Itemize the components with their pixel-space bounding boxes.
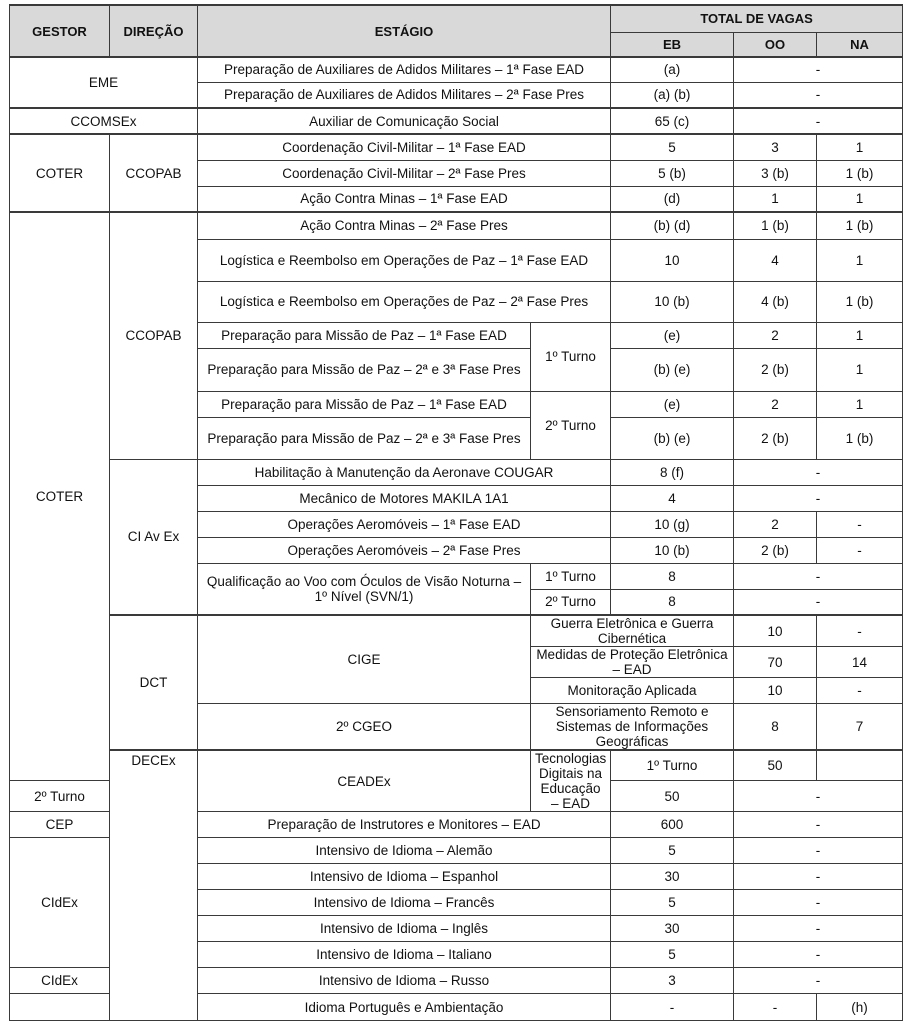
estagio-cell: Intensivo de Idioma – Alemão	[198, 838, 611, 864]
estagio-cell: Preparação de Auxiliares de Adidos Militares – 2ª Fase Pres	[198, 82, 611, 108]
oo-cell: 2	[734, 391, 817, 417]
eb-cell: 5	[611, 838, 734, 864]
na-cell: 1 (b)	[817, 417, 903, 459]
eb-cell: 8	[734, 704, 817, 751]
direcao-cell: CIdEx	[10, 838, 110, 968]
direcao-cell: CCOPAB	[110, 134, 198, 212]
eb-cell: 65 (c)	[611, 108, 734, 134]
estagio-cell: Preparação para Missão de Paz – 1ª Fase EAD	[198, 322, 531, 348]
estagio-cell: Operações Aeromóveis – 1ª Fase EAD	[198, 511, 611, 537]
eb-cell: 5	[611, 890, 734, 916]
estagio-cell: Logística e Reembolso em Operações de Paz – 2ª Fase Pres	[198, 281, 611, 322]
turno-cell: 1º Turno	[531, 563, 611, 589]
oo-na-cell: -	[734, 589, 903, 615]
header-estagio: ESTÁGIO	[198, 5, 611, 57]
eb-cell: (b) (e)	[611, 348, 734, 391]
oo-cell: 14	[817, 647, 903, 678]
oo-cell: 1	[734, 186, 817, 212]
na-cell: 1	[817, 186, 903, 212]
table-row	[10, 134, 903, 160]
eb-cell: 5 (b)	[611, 160, 734, 186]
estagio-cell: Idioma Português e Ambientação	[198, 994, 611, 1021]
header-eb: EB	[611, 32, 734, 57]
eb-cell: 50	[611, 781, 734, 812]
header-direcao: DIREÇÃO	[110, 5, 198, 57]
eb-cell: 8	[611, 563, 734, 589]
estagio-cell: Intensivo de Idioma – Russo	[198, 968, 611, 994]
direcao-cell: CIdEx	[10, 968, 110, 994]
oo-cell: 4	[734, 239, 817, 281]
oo-na-cell: -	[734, 968, 903, 994]
header-gestor: GESTOR	[10, 5, 110, 57]
oo-na-cell: -	[817, 678, 903, 704]
turno-cell: 2º Turno	[531, 589, 611, 615]
direcao-cell: CEADEx	[198, 750, 531, 812]
na-cell: 1	[817, 134, 903, 160]
estagio-cell: Intensivo de Idioma – Inglês	[198, 916, 611, 942]
header-total-vagas: TOTAL DE VAGAS	[611, 5, 903, 32]
oo-cell: 1 (b)	[734, 212, 817, 239]
oo-na-cell: -	[734, 942, 903, 968]
turno-cell: 1º Turno	[531, 322, 611, 391]
eb-cell: 5	[611, 942, 734, 968]
table-row	[10, 750, 903, 781]
oo-cell: 3	[734, 134, 817, 160]
direcao-cell: CEP	[10, 812, 110, 838]
eb-cell: (e)	[611, 391, 734, 417]
estagio-cell: Coordenação Civil-Militar – 1ª Fase EAD	[198, 134, 611, 160]
oo-na-cell: -	[734, 57, 903, 82]
oo-cell: 2 (b)	[734, 537, 817, 563]
estagio-cell: Preparação para Missão de Paz – 1ª Fase EAD	[198, 391, 531, 417]
eb-cell: 10 (b)	[611, 537, 734, 563]
table-row	[10, 108, 903, 134]
turno-cell: 1º Turno	[611, 750, 734, 781]
estagio-cell: Ação Contra Minas – 1ª Fase EAD	[198, 186, 611, 212]
oo-na-cell: -	[734, 485, 903, 511]
estagio-cell: Medidas de Proteção Eletrônica – EAD	[531, 647, 734, 678]
table-row	[10, 615, 903, 647]
eb-cell: 5	[611, 134, 734, 160]
na-cell: 1 (b)	[817, 160, 903, 186]
eb-cell: 30	[611, 864, 734, 890]
eb-cell: (b) (d)	[611, 212, 734, 239]
estagio-cell: Preparação para Missão de Paz – 2ª e 3ª Fase Pres	[198, 348, 531, 391]
estagio-cell: Preparação de Instrutores e Monitores – EAD	[198, 812, 611, 838]
eb-cell: 8	[611, 589, 734, 615]
estagio-cell: Mecânico de Motores MAKILA 1A1	[198, 485, 611, 511]
estagio-cell: Intensivo de Idioma – Espanhol	[198, 864, 611, 890]
oo-na-cell: -	[734, 781, 903, 812]
oo-na-cell	[817, 750, 903, 781]
estagio-cell: Monitoração Aplicada	[531, 678, 734, 704]
vagas-table	[9, 4, 903, 1021]
gestor-cell: EME	[10, 57, 198, 108]
eb-cell: (b) (e)	[611, 417, 734, 459]
eb-cell: 10 (g)	[611, 511, 734, 537]
na-cell: 1	[817, 239, 903, 281]
gestor-cell: DCT	[110, 615, 198, 750]
estagio-cell: Habilitação à Manutenção da Aeronave COUGAR	[198, 459, 611, 485]
oo-na-cell: -	[734, 916, 903, 942]
eb-cell: 3	[611, 968, 734, 994]
estagio-cell: Intensivo de Idioma – Francês	[198, 890, 611, 916]
oo-na-cell: -	[734, 838, 903, 864]
oo-cell: 2 (b)	[734, 348, 817, 391]
eb-cell: (a)	[611, 57, 734, 82]
na-cell: 1	[817, 322, 903, 348]
oo-cell: 4 (b)	[734, 281, 817, 322]
estagio-cell: Qualificação ao Voo com Óculos de Visão Noturna – 1º Nível (SVN/1)	[198, 563, 531, 615]
direcao-cell: CIGE	[198, 615, 531, 704]
estagio-cell: Operações Aeromóveis – 2ª Fase Pres	[198, 537, 611, 563]
eb-cell: 600	[611, 812, 734, 838]
estagio-cell: Logística e Reembolso em Operações de Paz – 1ª Fase EAD	[198, 239, 611, 281]
eb-cell: 4	[611, 485, 734, 511]
estagio-cell: Tecnologias Digitais na Educação – EAD	[531, 750, 611, 812]
estagio-cell: Preparação de Auxiliares de Adidos Militares – 1ª Fase EAD	[198, 57, 611, 82]
eb-cell: 10	[734, 678, 817, 704]
eb-cell: 10 (b)	[611, 281, 734, 322]
gestor-cell: CCOMSEx	[10, 108, 198, 134]
na-cell: 1	[817, 348, 903, 391]
eb-cell: (a) (b)	[611, 82, 734, 108]
direcao-cell: CI Av Ex	[110, 459, 198, 615]
oo-na-cell: -	[734, 459, 903, 485]
table-row	[10, 57, 903, 82]
direcao-cell: 2º CGEO	[198, 704, 531, 751]
na-cell: 1 (b)	[817, 281, 903, 322]
header-na: NA	[817, 32, 903, 57]
turno-cell: 2º Turno	[531, 391, 611, 459]
oo-cell: 7	[817, 704, 903, 751]
oo-cell: 2 (b)	[734, 417, 817, 459]
turno-cell: 2º Turno	[10, 781, 110, 812]
gestor-cell: DECEx	[110, 750, 198, 1021]
estagio-cell: Ação Contra Minas – 2ª Fase Pres	[198, 212, 611, 239]
estagio-cell: Intensivo de Idioma – Italiano	[198, 942, 611, 968]
estagio-cell: Coordenação Civil-Militar – 2ª Fase Pres	[198, 160, 611, 186]
oo-cell: 2	[734, 322, 817, 348]
oo-na-cell: -	[817, 615, 903, 647]
oo-na-cell: -	[734, 864, 903, 890]
oo-na-cell: -	[734, 812, 903, 838]
oo-cell: -	[734, 994, 817, 1021]
gestor-cell: COTER	[10, 212, 110, 781]
eb-cell: 70	[734, 647, 817, 678]
eb-cell: (d)	[611, 186, 734, 212]
eb-cell: 10	[734, 615, 817, 647]
na-cell: -	[817, 537, 903, 563]
na-cell: 1	[817, 391, 903, 417]
eb-cell: -	[611, 994, 734, 1021]
oo-na-cell: -	[734, 890, 903, 916]
eb-cell: (e)	[611, 322, 734, 348]
eb-cell: 10	[611, 239, 734, 281]
gestor-cell: COTER	[10, 134, 110, 212]
table-row	[10, 459, 903, 485]
table-row	[10, 212, 903, 239]
estagio-cell: Auxiliar de Comunicação Social	[198, 108, 611, 134]
eb-cell: 30	[611, 916, 734, 942]
estagio-cell: Preparação para Missão de Paz – 2ª e 3ª Fase Pres	[198, 417, 531, 459]
header-oo: OO	[734, 32, 817, 57]
oo-na-cell: -	[734, 82, 903, 108]
na-cell: 1 (b)	[817, 212, 903, 239]
estagio-cell: Guerra Eletrônica e Guerra Cibernética	[531, 615, 734, 647]
oo-cell: 2	[734, 511, 817, 537]
oo-na-cell: -	[734, 108, 903, 134]
oo-cell: 3 (b)	[734, 160, 817, 186]
eb-cell: 50	[734, 750, 817, 781]
na-cell: -	[817, 511, 903, 537]
na-cell: (h)	[817, 994, 903, 1021]
direcao-cell	[10, 994, 110, 1021]
estagio-cell: Sensoriamento Remoto e Sistemas de Informações Geográficas	[531, 704, 734, 751]
oo-na-cell: -	[734, 563, 903, 589]
eb-cell: 8 (f)	[611, 459, 734, 485]
direcao-cell: CCOPAB	[110, 212, 198, 459]
